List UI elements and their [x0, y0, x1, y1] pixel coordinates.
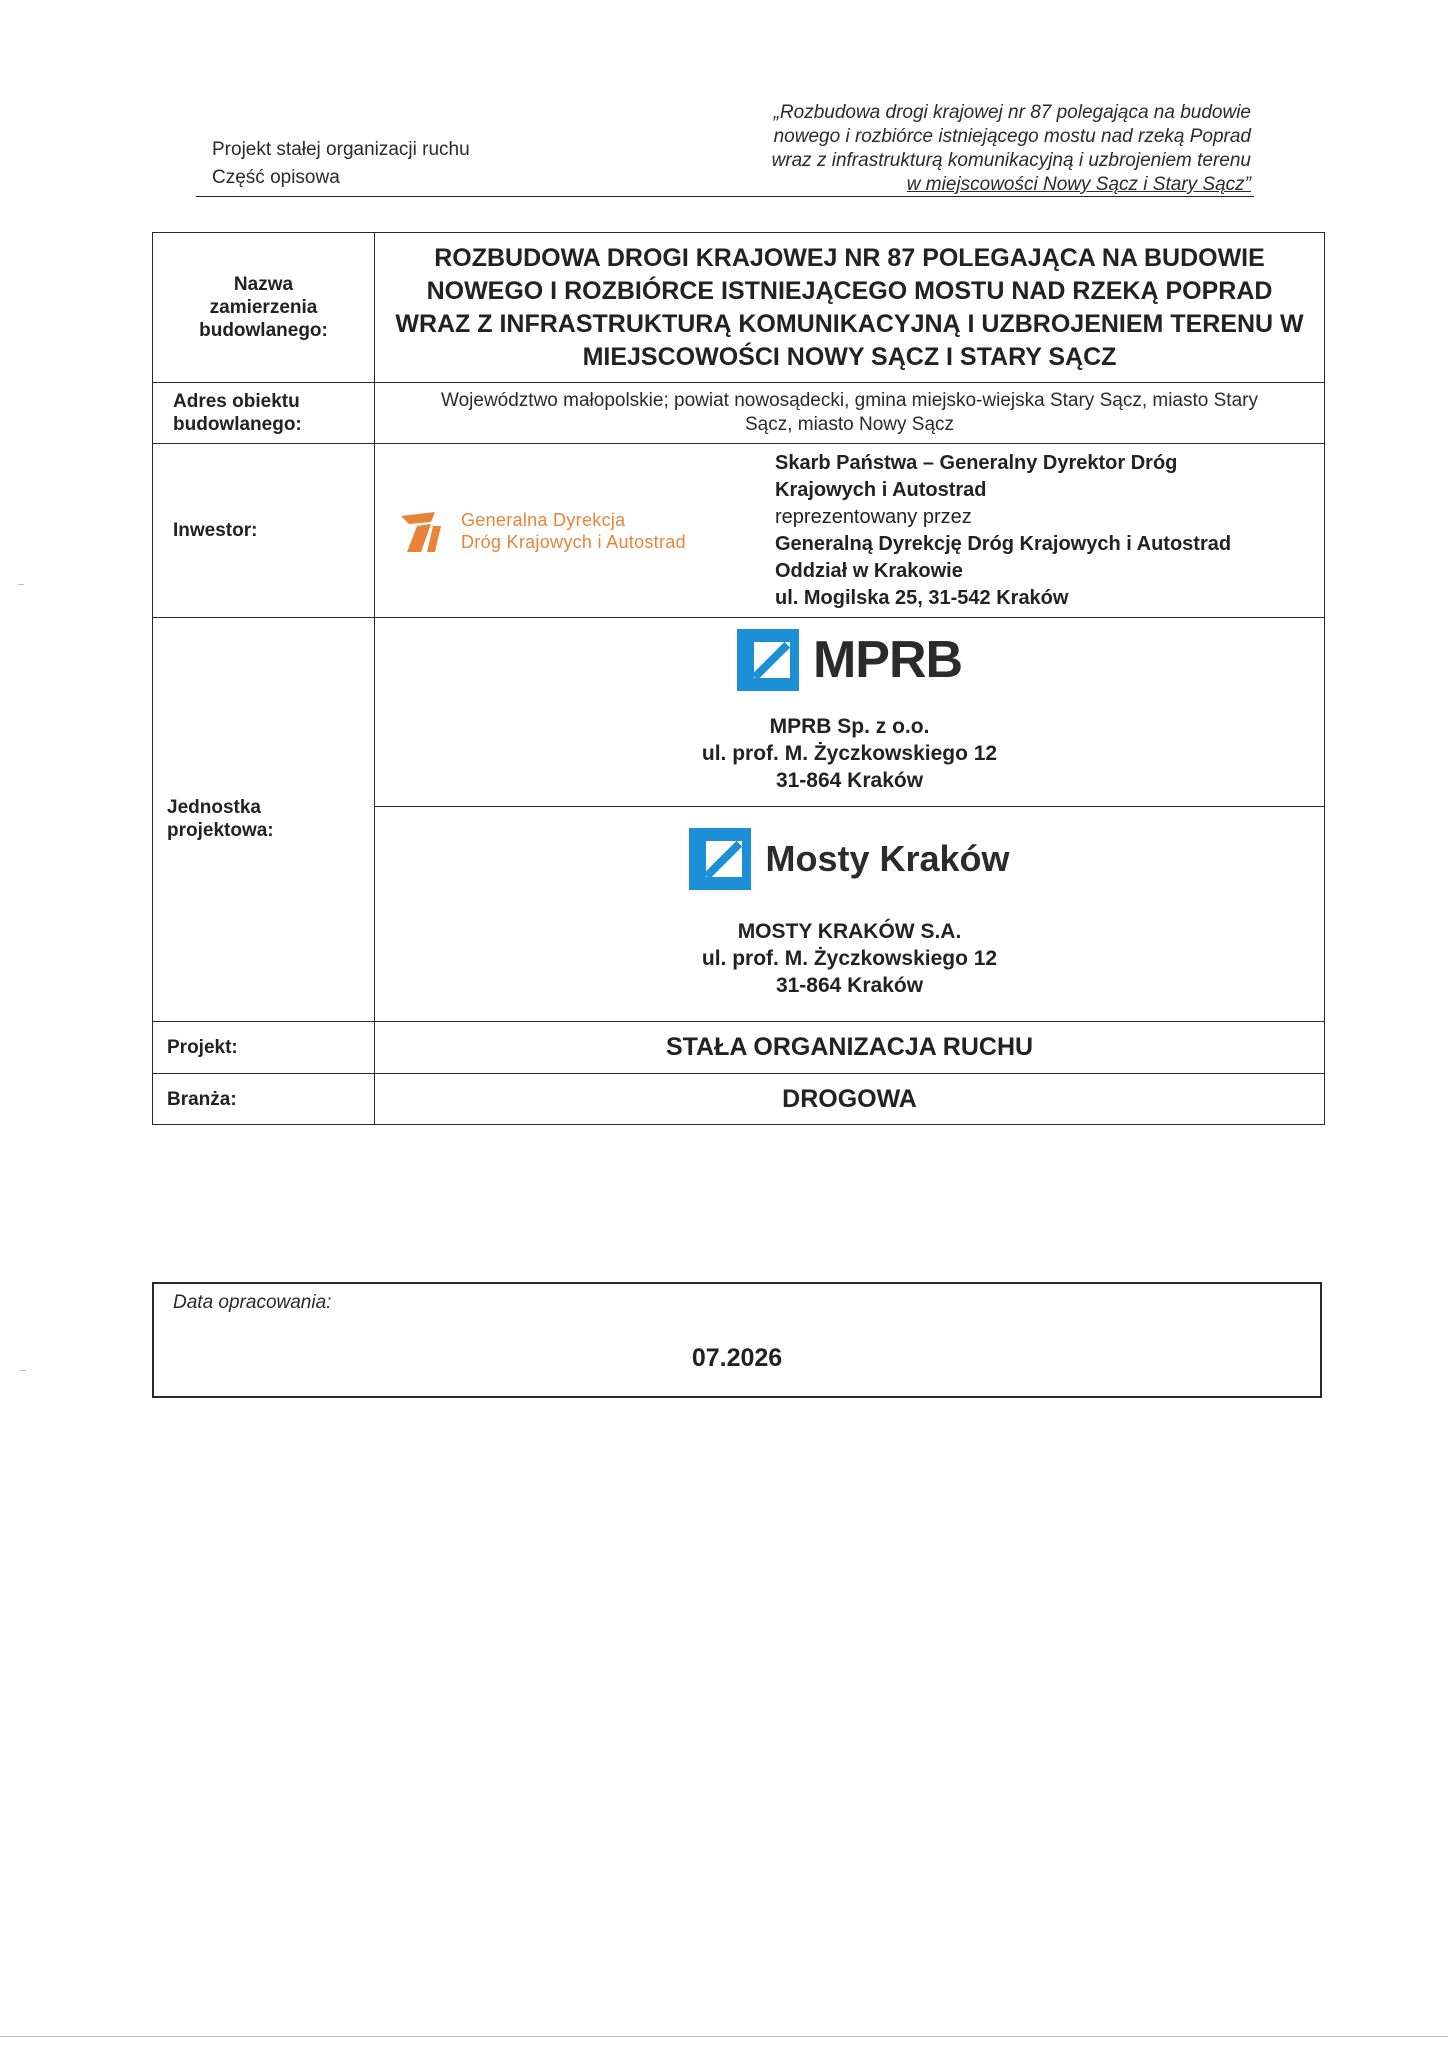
mosty-logo-text: Mosty Kraków [765, 838, 1010, 880]
row-investor [153, 443, 1325, 617]
header-project-type: Projekt stałej organizacji ruchu [212, 139, 470, 160]
mosty-line3: 31-864 Kraków [775, 974, 924, 998]
header-title-line1: „Rozbudowa drogi krajowej nr 87 polegająca na budowie [773, 102, 1251, 123]
address-label-2: budowlanego: [173, 413, 302, 435]
mosty-logo-icon [689, 828, 751, 890]
investor-line2: Krajowych i Autostrad [775, 478, 987, 501]
mprb-line3: 31-864 Kraków [775, 769, 924, 793]
gddkia-logo-line1: Generalna Dyrekcja [461, 509, 626, 530]
address-value-2: Sącz, miasto Nowy Sącz [744, 413, 955, 435]
mprb-logo-icon [737, 629, 799, 691]
branch-label: Branża: [153, 1074, 375, 1125]
header-part: Część opisowa [212, 167, 340, 188]
date-label: Data opracowania: [173, 1292, 332, 1313]
mprb-line2: ul. prof. M. Życzkowskiego 12 [701, 742, 998, 766]
mprb-logo [375, 629, 1324, 691]
row-name [153, 233, 1325, 383]
mosty-line2: ul. prof. M. Życzkowskiego 12 [701, 947, 998, 971]
name-value-1: ROZBUDOWA DROGI KRAJOWEJ NR 87 POLEGAJĄCA NA BUDOWIE [434, 243, 1265, 272]
design-label-2: projektowa: [167, 820, 274, 842]
name-value-2: NOWEGO I ROZBIÓRCE ISTNIEJĄCEGO MOSTU NAD RZEKĄ POPRAD [426, 276, 1273, 305]
scan-mark [18, 584, 24, 585]
header-title-line2: nowego i rozbiórce istniejącego mostu nad rzeką Poprad [773, 126, 1251, 147]
header-right [611, 101, 1251, 197]
address-value [375, 383, 1325, 444]
investor-value [375, 443, 1325, 617]
row-design-mprb [153, 618, 1325, 807]
name-value-4: MIEJSCOWOŚCI NOWY SĄCZ I STARY SĄCZ [582, 342, 1117, 371]
mprb-logo-text: MPRB [812, 631, 963, 690]
address-label [153, 383, 375, 444]
name-value [375, 233, 1325, 383]
address-label-1: Adres obiektu [173, 390, 300, 412]
mprb-line1: MPRB Sp. z o.o. [769, 715, 930, 739]
name-label-1: Nazwa [233, 274, 294, 295]
header-rule [196, 196, 1254, 197]
header-left [212, 136, 470, 192]
investor-details [775, 450, 1231, 612]
investor-line3: reprezentowany przez [775, 505, 972, 528]
mosty-line1: MOSTY KRAKÓW S.A. [737, 920, 962, 944]
name-value-3: WRAZ Z INFRASTRUKTURĄ KOMUNIKACYJNĄ I UZBROJENIEM TERENU W [395, 309, 1304, 338]
date-box [152, 1282, 1322, 1398]
gddkia-logo [375, 506, 775, 556]
branch-value: DROGOWA [375, 1074, 1325, 1125]
investor-line4: Generalną Dyrekcję Dróg Krajowych i Autostrad [775, 532, 1232, 555]
gddkia-road-icon [395, 506, 447, 556]
name-label-2: zamierzenia [209, 297, 318, 318]
scan-edge-line [0, 2036, 1448, 2037]
project-label: Projekt: [153, 1021, 375, 1074]
mosty-unit [375, 806, 1325, 1021]
name-label [153, 233, 375, 383]
name-label-3: budowlanego: [199, 320, 328, 341]
row-address [153, 383, 1325, 444]
row-branch [153, 1074, 1325, 1125]
title-table [152, 232, 1325, 1125]
project-value: STAŁA ORGANIZACJA RUCHU [375, 1021, 1325, 1074]
gddkia-logo-line2: Dróg Krajowych i Autostrad [461, 531, 686, 552]
investor-line5: Oddział w Krakowie [775, 559, 963, 582]
header-title-line4: w miejscowości Nowy Sącz i Stary Sącz” [906, 174, 1251, 195]
design-label [153, 618, 375, 1021]
date-value: 07.2026 [691, 1344, 783, 1372]
header-title-line3: wraz z infrastrukturą komunikacyjną i uzbrojeniem terenu [771, 150, 1251, 171]
investor-line1: Skarb Państwa – Generalny Dyrektor Dróg [775, 451, 1178, 474]
address-value-1: Województwo małopolskie; powiat nowosądecki, gmina miejsko-wiejska Stary Sącz, miasto Stary [441, 389, 1258, 411]
investor-line6: ul. Mogilska 25, 31-542 Kraków [775, 586, 1069, 609]
row-project [153, 1021, 1325, 1074]
scan-mark [20, 1370, 26, 1371]
design-label-1: Jednostka [167, 797, 261, 819]
mprb-unit [375, 618, 1325, 807]
mosty-logo [375, 828, 1324, 890]
investor-label: Inwestor: [153, 443, 375, 617]
